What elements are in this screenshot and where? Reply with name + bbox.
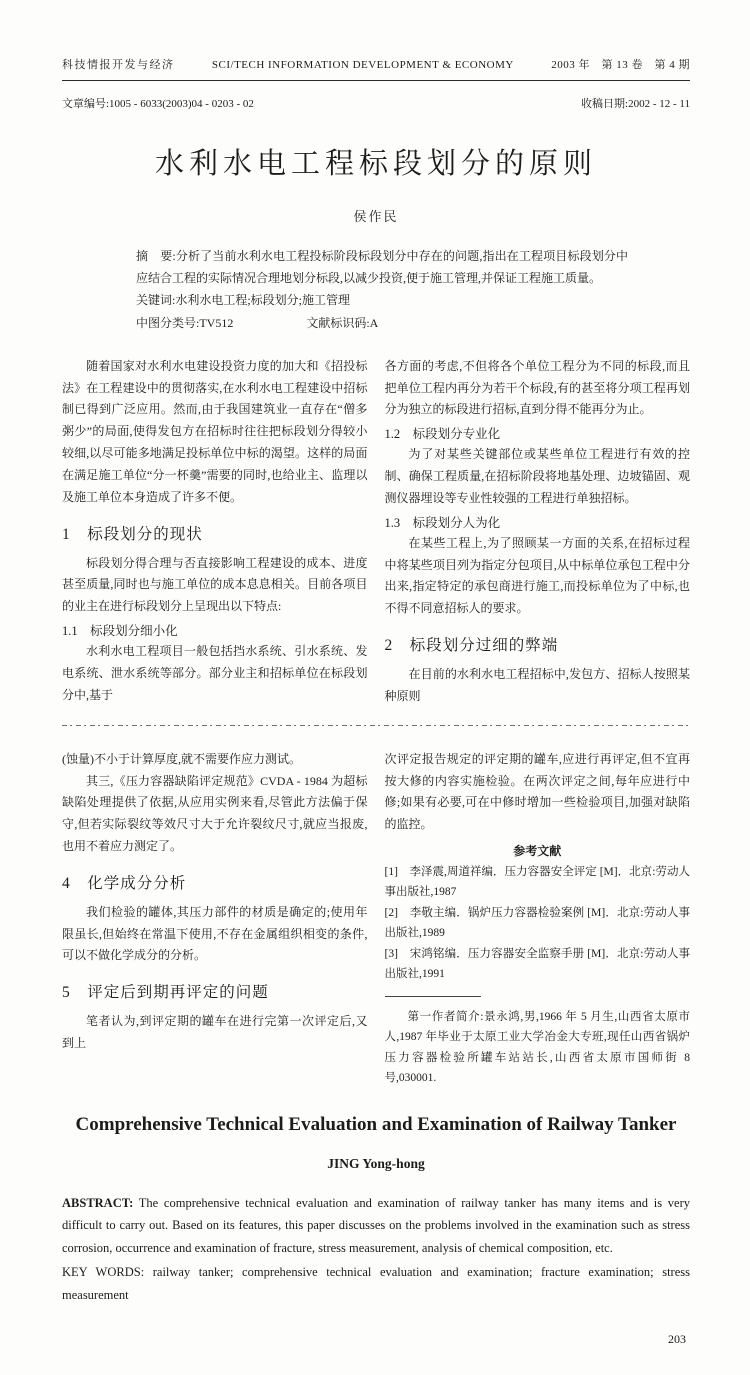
- english-keywords-text: railway tanker; comprehensive technical evaluation and examination; fracture examination; stress measurement: [62, 1265, 690, 1302]
- journal-issue: 2003 年 第 13 卷 第 4 期: [551, 59, 690, 71]
- section-heading-2: 2 标段划分过细的弊端: [384, 637, 559, 655]
- keywords-text: 关键词:水利水电工程;标段划分;施工管理: [136, 293, 351, 308]
- main-right-column: [385, 356, 691, 708]
- paragraph: 水利水电工程项目一般包括挡水系统、引水系统、发电系统、泄水系统等部分。部分业主和招标单位在标段划分中,基于: [62, 644, 368, 702]
- journal-name-en: SCI/TECH INFORMATION DEVELOPMENT & ECONOMY: [211, 59, 514, 71]
- page-number: 203: [668, 1332, 686, 1347]
- english-title: Comprehensive Technical Evaluation and Examination of Railway Tanker: [75, 1113, 677, 1135]
- english-abstract-text: The comprehensive technical evaluation and examination of railway tanker has many items and is very difficult to carry out. Based on its features, this paper discusses on the problems involved in the examination such as stress corrosion, occurrence and examination of fracture, stress measurement, analysis of chemical composition, etc.: [62, 1195, 690, 1255]
- journal-page: [62, 56, 690, 1347]
- section-heading-1: 1 标段划分的现状: [62, 525, 203, 543]
- paragraph: 各方面的考虑,不但将各个单位工程分为不同的标段,而且把单位工程内再分为若干个标段,有的甚至将分项工程再划分为独立的标段进行招标,直到分得不能再分为止。: [384, 358, 690, 417]
- journal-header: [62, 56, 690, 72]
- header-divider: [62, 80, 690, 81]
- prev-left-column: [62, 749, 368, 1088]
- reference-item: [1] 李泽震,周道祥编．压力容器安全评定 [M]．北京:劳动人事出版社,1987: [384, 866, 690, 898]
- english-abstract-label: ABSTRACT:: [62, 1195, 134, 1210]
- article-title: 水利水电工程标段划分的原则: [154, 148, 597, 180]
- paragraph: 在某些工程上,为了照顾某一方面的关系,在招标过程中将某些项目列为指定分包项目,从中标单位承包工程中分出来,指定特定的承包商进行施工,而投标单位为了中标,也不得不同意招标人的要求。: [384, 535, 690, 616]
- reference-item: [3] 宋鸿铭编．压力容器安全监察手册 [M]．北京:劳动人事出版社,1991: [384, 948, 690, 980]
- article-separator-chain-line: [62, 724, 690, 727]
- paragraph: 其三,《压力容器缺陷评定规范》CVDA - 1984 为超标缺陷处理提供了依据,从应用实例来看,尽管此方法偏于保守,但若实际裂纹等效尺寸大于允许裂纹尺寸,就应当报废,也用不着应力测定了。: [62, 773, 368, 853]
- subsection-heading-1-1: 1.1 标段划分细小化: [62, 624, 178, 639]
- main-article-columns: [62, 356, 690, 708]
- main-left-column: [62, 356, 368, 708]
- article-author: 侯作民: [353, 209, 399, 224]
- journal-name-cn: 科技情报开发与经济: [62, 59, 175, 71]
- prev-right-column: [385, 749, 691, 1088]
- article-number: 文章编号:1005 - 6033(2003)04 - 0203 - 02: [62, 98, 254, 110]
- meta-row: [62, 95, 690, 111]
- paragraph: 为了对某些关键部位或某些单位工程进行有效的控制、确保工程质量,在招标阶段将地基处理、边坡锚固、观测仪器埋设等专业性较强的工程进行单独招标。: [384, 447, 690, 505]
- received-date: 收稿日期:2002 - 12 - 11: [581, 98, 690, 110]
- reference-item: [2] 李敬主编．锅炉压力容器检验案例 [M]．北京:劳动人事出版社,1989: [384, 907, 690, 939]
- classification-row: [136, 312, 628, 334]
- references-title: 参考文献: [513, 844, 562, 858]
- abstract-block: [136, 245, 628, 334]
- paragraph: 在目前的水利水电工程招标中,发包方、招标人按照某种原则: [384, 667, 690, 703]
- abstract-text: 摘 要:分析了当前水利水电工程投标阶段标段划分中存在的问题,指出在工程项目标段划分中应结合工程的实际情况合理地划分标段,以减少投资,便于施工管理,并保证工程施工质量。: [136, 249, 628, 286]
- previous-article-columns: [62, 749, 690, 1088]
- english-abstract: [62, 1192, 690, 1260]
- english-keywords: [62, 1261, 690, 1306]
- section-heading-5: 5 评定后到期再评定的问题: [62, 984, 269, 1002]
- paragraph: 笔者认为,到评定期的罐车在进行完第一次评定后,又到上: [62, 1014, 368, 1051]
- author-bio-divider: [385, 996, 481, 997]
- clc-number: 中图分类号:TV512: [136, 315, 234, 330]
- document-code: 文献标识码:A: [306, 315, 379, 330]
- paragraph: 随着国家对水利水电建设投资力度的加大和《招投标法》在工程建设中的贯彻落实,在水利水电工程建设中招标制已得到广泛应用。然而,由于我国建筑业一直存在“僧多粥少”的局面,使得发包方在招标时往往把标段划分得较小较细,以尽可能多地满足投标单位中标的渴望。这样的局面在满足施工单位“分一杯羹”需要的同时,也给业主、监理以及施工单位本身造成了许多不便。: [62, 358, 368, 504]
- paragraph: 标段划分得合理与否直接影响工程建设的成本、进度甚至质量,同时也与施工单位的成本息息相关。目前各项目的业主在进行标段划分上呈现出以下特点:: [62, 555, 368, 614]
- paragraph: (蚀量)不小于计算厚度,就不需要作应力测试。: [62, 751, 301, 766]
- author-bio: 第一作者简介:景永鸿,男,1966 年 5 月生,山西省太原市人,1987 年毕业于太原工业大学冶金大专班,现任山西省锅炉压力容器检验所罐车站站长,山西省太原市国师街 8 号,030001.: [384, 1011, 690, 1084]
- english-keywords-label: KEY WORDS:: [62, 1265, 145, 1280]
- paragraph: 次评定报告规定的评定期的罐车,应进行再评定,但不宜再按大修的内容实施检验。在两次评定之间,每年应进行中修;如果有必要,可在中修时增加一些检验项目,加强对缺陷的监控。: [384, 751, 690, 832]
- subsection-heading-1-2: 1.2 标段划分专业化: [384, 427, 501, 442]
- english-author: JING Yong-hong: [327, 1155, 425, 1171]
- section-heading-4: 4 化学成分分析: [62, 874, 187, 892]
- subsection-heading-1-3: 1.3 标段划分人为化: [384, 515, 501, 530]
- paragraph: 我们检验的罐体,其压力部件的材质是确定的;使用年限虽长,但始终在常温下使用,不存在金属组织相变的条件,可以不做化学成分的分析。: [62, 904, 368, 963]
